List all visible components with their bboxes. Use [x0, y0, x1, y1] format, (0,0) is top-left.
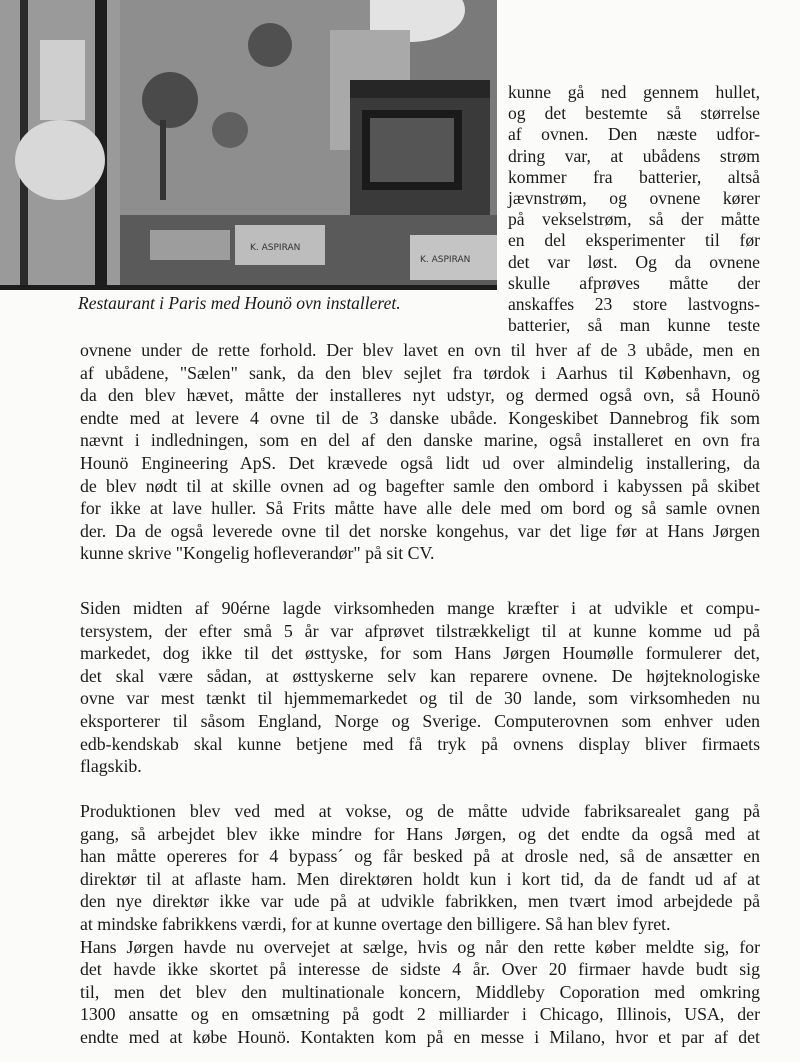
text-line: endte med at købe Hounö. Kontakten kom på en messe i Milano, hvor et par af det	[80, 1026, 760, 1047]
text-line: til, men det blev den multinationale koncern, Middleby Coporation med omkring	[80, 981, 760, 1002]
text-line: 1300 ansatte og en omsætning på godt 2 milliarder i Chicago, Illinois, USA, der	[80, 1004, 760, 1025]
paragraph-1	[80, 339, 760, 565]
text-line: de blev nødt til at skille ovnen ad og bagefter samle den ombord i kabyssen på skibet	[80, 475, 760, 496]
text-line: direktør til at aflaste ham. Men direktøren holdt kun i kort tid, da de fandt ud af at	[80, 868, 760, 889]
text-line: eksporterer til såsom England, Norge og Sverige. Computerovnen som enhver uden	[80, 710, 760, 731]
side-line: kommer fra batterier, altså	[508, 166, 760, 187]
paragraph-2	[80, 597, 760, 778]
text-line: da den blev hævet, måtte der installeres nyt udstyr, og dermed også ovn, så Hounö	[80, 385, 760, 406]
text-line: der. Da de også leverede ovne til det norske kongehus, var det lige før at Hans Jørgen	[80, 520, 760, 541]
text-line: det skal være sådan, at østtyskerne selv kan reparere ovnene. De højteknologiske	[80, 665, 760, 686]
side-line: en del eksperimenter til før	[508, 230, 760, 251]
side-line: af ovnen. Den næste udfor-	[508, 124, 760, 145]
side-line: og det bestemte så størrelse	[508, 103, 760, 124]
paragraph-3	[80, 800, 760, 1049]
text-line: edb-kendskab skal kunne betjene med få tryk på ovnens display bliver firmaets	[80, 733, 760, 754]
text-line: den nye direktør ikke var ude på at udvikle fabrikken, men tvært imod arbejdede på	[80, 891, 760, 912]
text-line: endte med at levere 4 ovne til de 3 danske ubåde. Kongeskibet Dannebrog fik som	[80, 407, 760, 428]
photo-caption: Restaurant i Paris med Hounö ovn installeret.	[78, 293, 401, 313]
side-line: batterier, så man kunne teste	[508, 315, 760, 336]
side-line: det var løst. Og da ovnene	[508, 251, 760, 272]
side-line: anskaffes 23 store lastvogns-	[508, 294, 760, 315]
text-line: nævnt i indledningen, som en del af den danske marine, også installeret en ovn fra	[80, 430, 760, 451]
text-line: af ubådene, "Sælen" sank, da den blev sejlet fra tørdok i Aarhus til København, og	[80, 362, 760, 383]
crate-sign-right: K. ASPIRAN	[420, 255, 471, 265]
text-line: for ikke at lave huller. Så Frits måtte have alle dele med om bord og så samle ovnen	[80, 498, 760, 519]
side-line: dring var, at ubådens strøm	[508, 145, 760, 166]
text-line: Hans Jørgen havde nu overvejet at sælge, hvis og når den rette køber meldte sig, for	[80, 936, 760, 957]
side-line: skulle afprøves måtte der	[508, 272, 760, 293]
text-line: han måtte opereres for 4 bypass´ og får besked på at drosle ned, så de ansætter en	[80, 846, 760, 867]
text-line: flagskib.	[80, 756, 142, 777]
text-line: markedet, dog ikke til det østtyske, for som Hans Jørgen Houmølle formulerer det,	[80, 643, 760, 664]
text-line: ovne var mest tænkt til hjemmemarkedet og til de 30 lande, som virksomheden nu	[80, 688, 760, 709]
side-line: jævnstrøm, og ovnene kører	[508, 188, 760, 209]
text-line: Siden midten af 90érne lagde virksomheden mange kræfter i at udvikle et compu-	[80, 598, 760, 618]
text-line: Hounö Engineering ApS. Det krævede også lidt ud over almindelig installering, da	[80, 452, 760, 473]
crate-sign-left: K. ASPIRAN	[250, 243, 301, 253]
side-line: på vekselstrøm, så der måtte	[508, 209, 760, 230]
text-line: gang, så arbejdet blev ikke mindre for Hans Jørgen, og det endte da også med at	[80, 823, 760, 844]
restaurant-photo-image	[0, 0, 497, 290]
text-line: kunne skrive "Kongelig hofleverandør" på sit CV.	[80, 543, 435, 564]
text-line: tersystem, der efter små 5 år var afprøvet tilstrækkeligt til at kunne komme ud på	[80, 620, 760, 641]
text-line: det havde ikke skortet på interesse de sidste 4 år. Over 20 firmaer havde budt sig	[80, 959, 760, 980]
side-column-text	[508, 82, 760, 336]
text-line: at mindske fabrikkens værdi, for at kunne overtage den billigere. Så han blev fyret.	[80, 913, 671, 934]
restaurant-photo	[0, 0, 497, 290]
side-line: kunne gå ned gennem hullet,	[508, 82, 760, 102]
text-line: ovnene under de rette forhold. Der blev lavet en ovn til hver af de 3 ubåde, men en	[80, 340, 760, 360]
text-line: Produktionen blev ved med at vokse, og de måtte udvide fabriksarealet gang på	[80, 801, 760, 821]
